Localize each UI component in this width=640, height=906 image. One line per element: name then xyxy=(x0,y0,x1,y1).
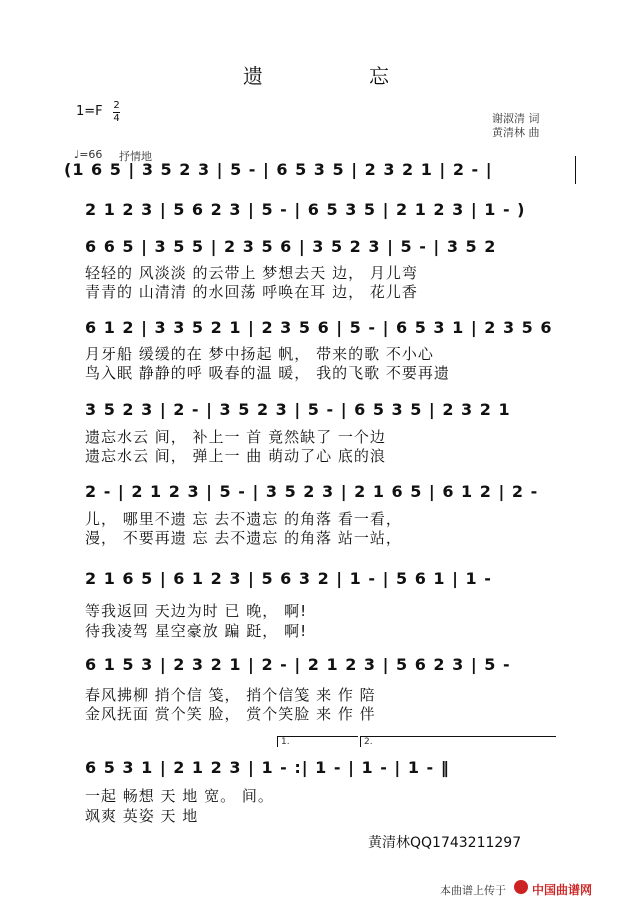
site-logo-icon xyxy=(514,880,528,894)
lyric-line-2: 飒爽 英姿 天 地 xyxy=(85,807,199,825)
lyric-line-1: 等我返回 天边为时 已 晚， 啊! xyxy=(85,602,308,620)
lyric-line-2: 漫， 不要再遗 忘 去不遗忘 的角落 站一站， xyxy=(85,529,402,547)
upload-notice: 本曲谱上传于 xyxy=(440,884,506,897)
notation-system-8: 6 1 5 3 | 2 3 2 1 | 2 - | 2 1 2 3 | 5 6 2 3 | 5 - xyxy=(85,655,511,674)
lyric-line-2: 鸟入眠 静静的呼 吸春的温 暖， 我的飞歌 不要再遗 xyxy=(85,364,450,382)
lyric-line-1: 春风拂柳 捎个信 笺， 捎个信笺 来 作 陪 xyxy=(85,686,376,704)
key-signature: 1=F xyxy=(76,104,103,119)
composer-credit: 黄清林 曲 xyxy=(492,126,540,139)
time-numerator: 2 xyxy=(113,100,120,111)
song-title: 遗 忘 xyxy=(243,64,390,88)
notation-system-3: 6 6 5 | 3 5 5 | 2 3 5 6 | 3 5 2 3 | 5 - | 3 5 2 xyxy=(85,237,497,256)
lyric-line-1: 儿， 哪里不遗 忘 去不遗忘 的角落 看一看， xyxy=(85,510,402,528)
lyric-line-2: 金风抚面 赏个笑 脸， 赏个笑脸 来 作 伴 xyxy=(85,705,376,723)
notation-system-5: 3 5 2 3 | 2 - | 3 5 2 3 | 5 - | 6 5 3 5 | 2 3 2 1 xyxy=(85,400,511,419)
site-name: 中国曲谱网 xyxy=(532,883,593,897)
notation-system-6: 2 - | 2 1 2 3 | 5 - | 3 5 2 3 | 2 1 6 5 | 6 1 2 | 2 - xyxy=(85,482,539,501)
lyric-line-2: 待我凌驾 星空豪放 蹁 跹， 啊! xyxy=(85,622,308,640)
arranger-contact: 黄清林QQ1743211297 xyxy=(368,835,522,851)
lyric-line-1: 一起 畅想 天 地 宽。 间。 xyxy=(85,787,274,805)
lyric-line-2: 遗忘水云 间， 弹上一 曲 萌动了心 底的浪 xyxy=(85,447,386,465)
time-denominator: 4 xyxy=(113,113,120,124)
expression-mark: 抒情地 xyxy=(119,150,152,163)
notation-system-7: 2 1 6 5 | 6 1 2 3 | 5 6 3 2 | 1 - | 5 6 1 | 1 - xyxy=(85,569,492,588)
notation-system-9: 6 5 3 1 | 2 1 2 3 | 1 - :| 1 - | 1 - | 1 - ‖ xyxy=(85,758,450,777)
lyric-line-1: 轻轻的 风淡淡 的云带上 梦想去天 边， 月儿弯 xyxy=(85,264,418,282)
lyricist-credit: 谢淑清 词 xyxy=(492,112,540,125)
notation-system-4: 6 1 2 | 3 3 5 2 1 | 2 3 5 6 | 5 - | 6 5 3 1 | 2 3 5 6 xyxy=(85,318,553,337)
notation-system-1: (1 6 5 | 3 5 2 3 | 5 - | 6 5 3 5 | 2 3 2 1 | 2 - | xyxy=(64,160,493,179)
barline xyxy=(575,156,576,184)
volta-bracket-2 xyxy=(360,736,556,747)
tempo-mark: ♩=66 xyxy=(74,148,103,161)
volta-2-label: 2. xyxy=(364,737,373,747)
lyric-line-2: 青青的 山清清 的水回荡 呼唤在耳 边， 花儿香 xyxy=(85,283,418,301)
lyric-line-1: 月牙船 缓缓的在 梦中扬起 帆， 带来的歌 不小心 xyxy=(85,345,434,363)
notation-system-2: 2 1 2 3 | 5 6 2 3 | 5 - | 6 5 3 5 | 2 1 2 3 | 1 - ) xyxy=(85,200,526,219)
volta-1-label: 1. xyxy=(281,737,290,747)
lyric-line-1: 遗忘水云 间， 补上一 首 竟然缺了 一个边 xyxy=(85,428,386,446)
time-signature xyxy=(113,101,120,124)
